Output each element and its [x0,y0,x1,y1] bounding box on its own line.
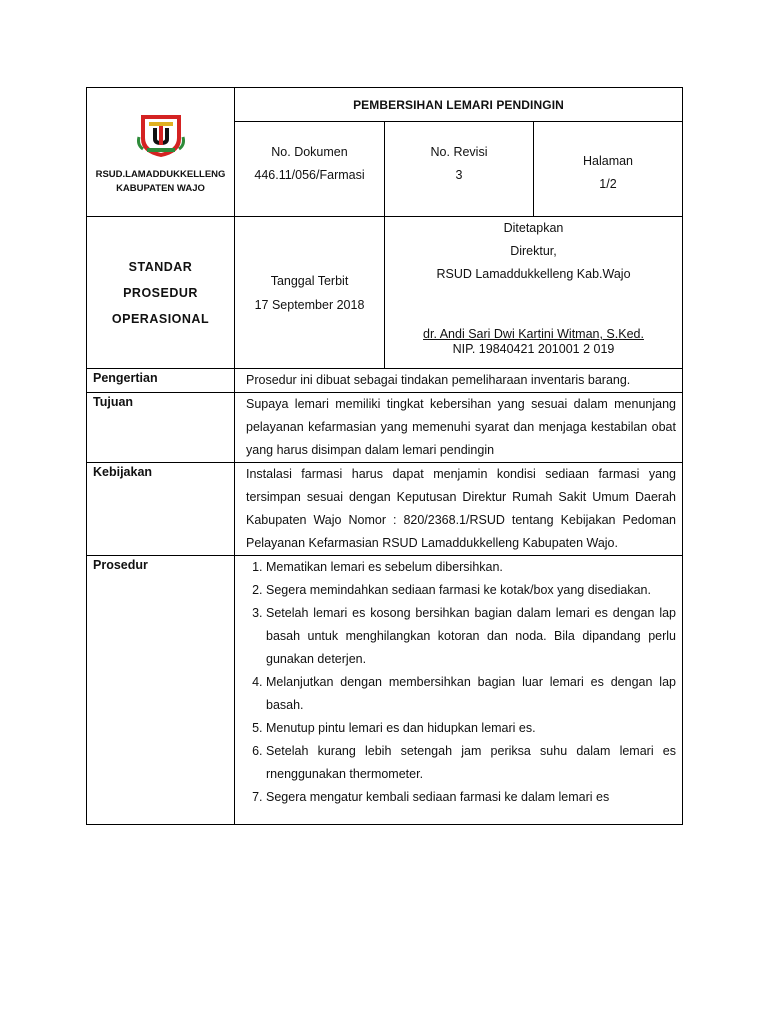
pengertian-label: Pengertian [87,369,235,393]
issue-date-value: 17 September 2018 [254,297,365,312]
org-name-line1: RSUD.LAMADDUKKELLENG [95,168,226,180]
document-title: PEMBERSIHAN LEMARI PENDINGIN [235,88,683,122]
issue-date-label: Tanggal Terbit [270,273,349,288]
page-value: 1/2 [599,177,617,191]
issue-date-cell [235,217,385,369]
prosedur-step: 7. Segera mengatur kembali sediaan farmasi ke dalam lemari es [266,786,676,809]
revision-cell [385,122,534,217]
sop-line2: PROSEDUR [123,285,198,300]
signer-nip: NIP. 19840421 201001 2 019 [452,342,615,356]
prosedur-step: 3. Setelah lemari es kosong bersihkan bagian dalam lemari es dengan lap basah untuk menghilangkan kotoran dan noda. Bila dipandang perlu gunakan deterjen. [266,602,676,671]
kebijakan-text: Instalasi farmasi harus dapat menjamin kondisi sediaan farmasi yang tersimpan sesuai dengan Keputusan Direktur Rumah Sakit Umum Daerah Kabupaten Wajo Nomor : 820/2368.1/RSUD tentang Kebijakan Pedoman Pelayanan Kefarmasian RSUD Lamaddukkelleng Kabupaten Wajo. [235,463,683,556]
director-label: Direktur, [510,244,557,258]
doc-number-label: No. Dokumen [271,145,348,159]
pengertian-text: Prosedur ini dibuat sebagai tindakan pemeliharaan inventaris barang. [235,369,683,393]
revision-label: No. Revisi [430,145,488,159]
approval-cell [385,217,683,369]
org-name [87,168,234,196]
sop-line1: STANDAR [128,259,193,274]
sop-line3: OPERASIONAL [111,311,210,326]
revision-value: 3 [455,168,463,182]
prosedur-label: Prosedur [87,556,235,825]
page-label: Halaman [582,154,634,168]
org-name-line2: KABUPATEN WAJO [116,182,205,194]
prosedur-step: 4. Melanjutkan dengan membersihkan bagian luar lemari es dengan lap basah. [266,671,676,717]
approved-label: Ditetapkan [503,221,564,235]
doc-number-cell [235,122,385,217]
doc-number-value: 446.11/056/Farmasi [254,168,365,182]
sop-label-cell [87,217,235,369]
tujuan-text: Supaya lemari memiliki tingkat kebersihan yang sesuai dalam menunjang pelayanan kefarmasian yang memenuhi syarat dan menjaga kestabilan obat yang harus disimpan dalam lemari pendingin [235,393,683,463]
prosedur-steps [246,556,676,809]
signer-name: dr. Andi Sari Dwi Kartini Witman, S.Ked. [423,327,644,341]
sop-document [86,87,682,825]
hospital-logo-icon [135,109,187,159]
page-cell [534,122,683,217]
logo-cell [87,88,235,217]
sop-table [86,87,683,825]
kebijakan-label: Kebijakan [87,463,235,556]
prosedur-step: 6. Setelah kurang lebih setengah jam periksa suhu dalam lemari es rnenggunakan thermometer. [266,740,676,786]
prosedur-cell [235,556,683,825]
prosedur-step: 5. Menutup pintu lemari es dan hidupkan lemari es. [266,717,676,740]
tujuan-label: Tujuan [87,393,235,463]
signature-block [385,327,682,357]
prosedur-step: 1. Mematikan lemari es sebelum dibersihkan. [266,556,676,579]
hospital-name: RSUD Lamaddukkelleng Kab.Wajo [436,267,631,281]
prosedur-step: 2. Segera memindahkan sediaan farmasi ke kotak/box yang disediakan. [266,579,676,602]
